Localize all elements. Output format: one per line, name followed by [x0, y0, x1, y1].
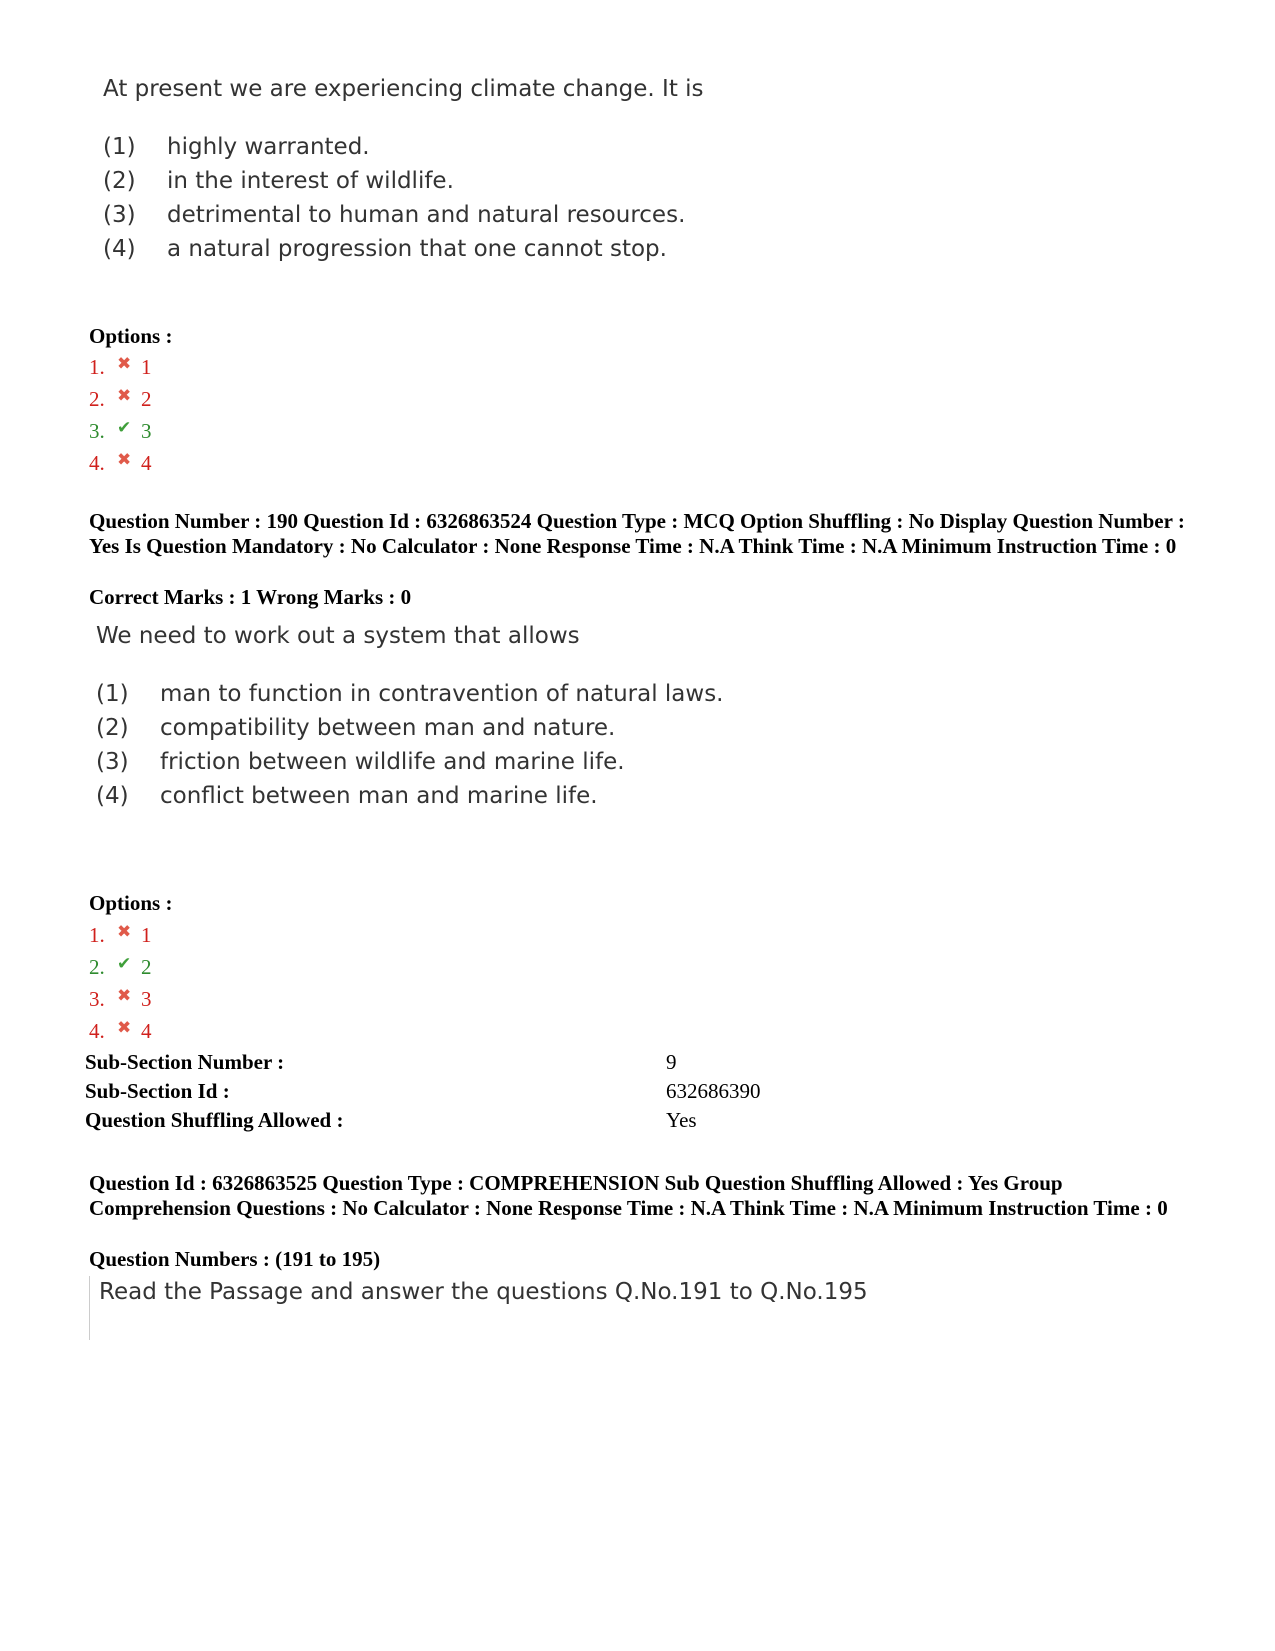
- option-number: 2.: [89, 955, 105, 979]
- check-icon: ✔: [117, 954, 132, 974]
- question-stem: At present we are experiencing climate change. It is: [103, 76, 704, 102]
- option-number: 4.: [89, 1019, 105, 1043]
- choice-text: highly warranted.: [167, 134, 370, 160]
- choice-text: detrimental to human and natural resources.: [167, 202, 686, 228]
- choice-item: [96, 745, 796, 779]
- question-190-meta: Question Number : 190 Question Id : 6326863524 Question Type : MCQ Option Shuffling : No Display Question Number : Yes Is Question Mandatory : No Calculator : None Response Time : N.A Think Time : N.A Minimum Instruction Time : 0: [89, 509, 1185, 558]
- cross-icon: ✖: [117, 986, 132, 1006]
- choice-item: [96, 711, 796, 745]
- choice-number: (3): [103, 202, 136, 228]
- choice-number: (1): [103, 134, 136, 160]
- cross-icon: ✖: [117, 1018, 132, 1038]
- options-label: Options :: [89, 891, 173, 915]
- question-numbers: Question Numbers : (191 to 195): [89, 1247, 381, 1271]
- subsection-value: 632686390: [666, 1079, 761, 1103]
- subsection-row: [85, 1106, 761, 1135]
- option-label: 4: [141, 1019, 152, 1043]
- choice-number: (4): [96, 783, 129, 809]
- choice-item: [96, 779, 796, 813]
- subsection-row: [85, 1077, 761, 1106]
- cross-icon: ✖: [117, 386, 132, 406]
- options-label: Options :: [89, 324, 173, 348]
- question-190-image: [96, 623, 796, 813]
- choice-text: in the interest of wildlife.: [167, 168, 454, 194]
- option-item: [89, 387, 152, 419]
- option-label: 1: [141, 923, 152, 947]
- subsection-value: Yes: [666, 1108, 697, 1132]
- option-number: 3.: [89, 419, 105, 443]
- option-number: 4.: [89, 451, 105, 475]
- subsection-key: Sub-Section Number :: [85, 1050, 285, 1074]
- question-190-marks: Correct Marks : 1 Wrong Marks : 0: [89, 585, 412, 609]
- passage-intro: Read the Passage and answer the questions Q.No.191 to Q.No.195: [99, 1279, 868, 1305]
- option-label: 2: [141, 387, 152, 411]
- option-item: [89, 1019, 152, 1051]
- subsection-key: Sub-Section Id :: [85, 1079, 230, 1103]
- option-item: [89, 955, 152, 987]
- subsection-value: 9: [666, 1050, 677, 1074]
- choice-text: conflict between man and marine life.: [160, 783, 598, 809]
- option-label: 4: [141, 451, 152, 475]
- option-number: 3.: [89, 987, 105, 1011]
- choice-item: [103, 130, 803, 164]
- choice-text: friction between wildlife and marine life.: [160, 749, 625, 775]
- option-item: [89, 451, 152, 483]
- option-number: 2.: [89, 387, 105, 411]
- options-list: [89, 355, 152, 483]
- option-label: 1: [141, 355, 152, 379]
- options-list: [89, 923, 152, 1051]
- choice-item: [103, 198, 803, 232]
- subsection-key: Question Shuffling Allowed :: [85, 1108, 344, 1132]
- cross-icon: ✖: [117, 450, 132, 470]
- choice-item: [96, 677, 796, 711]
- cross-icon: ✖: [117, 354, 132, 374]
- option-label: 3: [141, 419, 152, 443]
- passage-box: [89, 1276, 868, 1340]
- question-stem: We need to work out a system that allows: [96, 623, 580, 649]
- option-number: 1.: [89, 355, 105, 379]
- choice-number: (4): [103, 236, 136, 262]
- option-item: [89, 355, 152, 387]
- choice-number: (2): [96, 715, 129, 741]
- choice-item: [103, 232, 803, 266]
- choice-text: a natural progression that one cannot stop.: [167, 236, 667, 262]
- choice-item: [103, 164, 803, 198]
- cross-icon: ✖: [117, 922, 132, 942]
- option-item: [89, 923, 152, 955]
- comprehension-meta: Question Id : 6326863525 Question Type : COMPREHENSION Sub Question Shuffling Allowed : Yes Group Comprehension Questions : No Calculator : None Response Time : N.A Think Time : N.A Minimum Instruction Time : 0: [89, 1171, 1168, 1220]
- check-icon: ✔: [117, 418, 132, 438]
- question-189-image: [103, 76, 803, 266]
- subsection-info: [85, 1048, 761, 1135]
- option-item: [89, 987, 152, 1019]
- subsection-row: [85, 1048, 761, 1077]
- choice-number: (2): [103, 168, 136, 194]
- choice-number: (1): [96, 681, 129, 707]
- option-label: 3: [141, 987, 152, 1011]
- option-label: 2: [141, 955, 152, 979]
- option-number: 1.: [89, 923, 105, 947]
- option-item: [89, 419, 152, 451]
- choice-text: compatibility between man and nature.: [160, 715, 616, 741]
- choice-text: man to function in contravention of natural laws.: [160, 681, 724, 707]
- choice-number: (3): [96, 749, 129, 775]
